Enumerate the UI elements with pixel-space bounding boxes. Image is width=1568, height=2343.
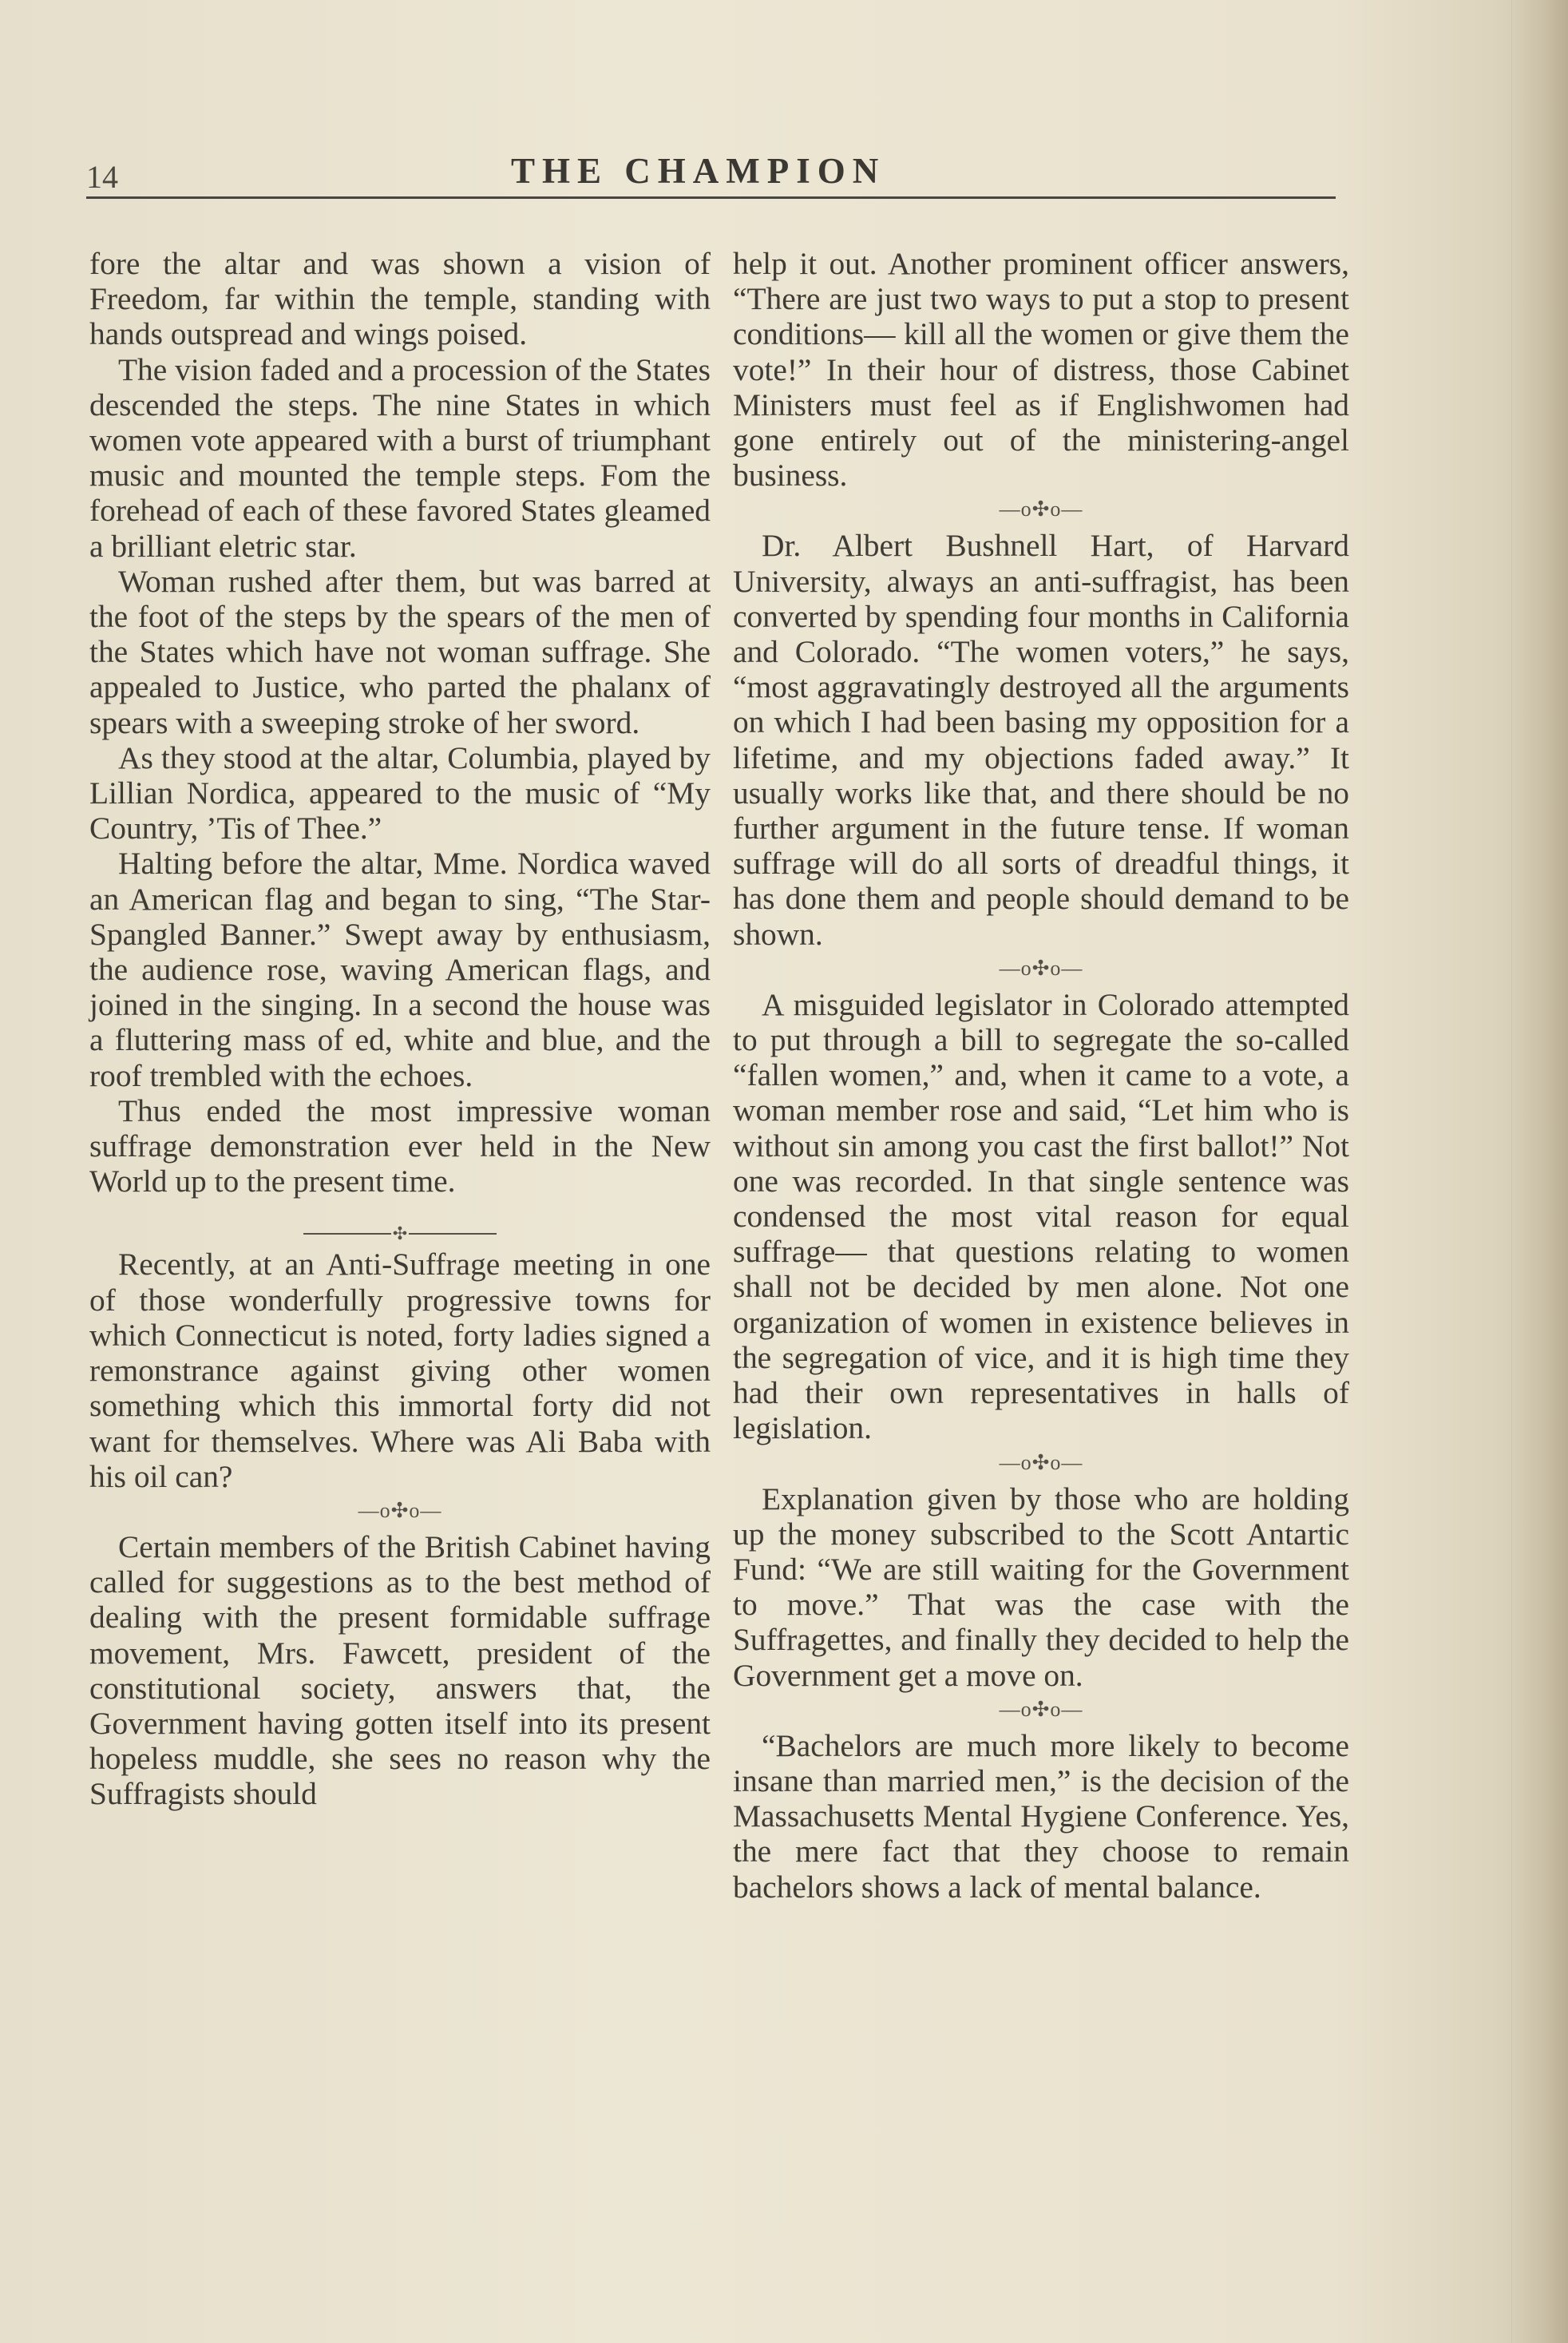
paragraph: fore the altar and was shown a vision of Freedom, far within the temple, standing with hands outspread and wings poised. — [89, 246, 711, 352]
divider-line — [303, 1233, 391, 1235]
left-column — [89, 246, 711, 1812]
paragraph: Thus ended the most impressive woman suffrage demonstration ever held in the New World up to the present time. — [89, 1092, 711, 1199]
page-number: 14 — [86, 159, 118, 195]
paragraph: The vision faded and a procession of the States descended the steps. The nine States in which women vote appeared with a burst of triumphant music and mounted the temple steps. Fom the forehead of each of these favored States gleamed a brilliant eletric star. — [89, 351, 711, 564]
section-ornament: —o✣o— — [999, 1697, 1083, 1721]
section-ornament: —o✣o— — [358, 1498, 442, 1522]
paragraph: “Bachelors are much more likely to become insane than married men,” is the decision of the Massachusetts Mental Hygiene Conference. Yes, the mere fact that they choose to remain bachelors shows a lack of mental balance. — [733, 1727, 1349, 1905]
paragraph: Woman rushed after them, but was barred at the foot of the steps by the spears of the men of the States which have not woman suffrage. She appealed to Justice, who parted the phalanx of spears with a sweeping stroke of her sword. — [89, 563, 711, 740]
divider-line — [409, 1233, 497, 1235]
binding-spine — [1511, 0, 1568, 2343]
paragraph: Halting before the altar, Mme. Nordica waved an American flag and began to sing, “The Star-Spangled Banner.” Swept away by enthusiasm, the audience rose, waving American flags, and joined in the singing. In a second the house was a fluttering mass of ed, white and blue, and the roof trembled with the echoes. — [89, 846, 711, 1093]
section-ornament: —o✣o— — [999, 1450, 1083, 1474]
paragraph: Dr. Albert Bushnell Hart, of Harvard University, always an anti-suffragist, has been converted by spending four months in California and Colorado. “The women voters,” he says, “most aggravatingly destroyed all the arguments on which I had been basing my opposition for a lifetime, and my objections faded away.” It usually works like that, and there should be no further argument in the future tense. If woman suffrage will do all sorts of dreadful things, it has done them and people should demand to be shown. — [733, 528, 1349, 952]
section-ornament: —o✣o— — [999, 956, 1083, 980]
paragraph: Certain members of the British Cabinet having called for suggestions as to the best method of dealing with the present formidable suffrage movement, Mrs. Fawcett, president of the constitutional society, answers that, the Government having gotten itself into its present hopeless muddle, she sees no reason why the Suffragists should — [89, 1528, 711, 1812]
header-rule — [86, 196, 1336, 199]
paragraph: A misguided legislator in Colorado attempted to put through a bill to segregate the so-called “fallen women,” and, when it came to a vote, a woman member rose and said, “Let him who is without sin among you cast the first ballot!” Not one was recorded. In that single sentence was condensed the most vital reason for equal suffrage— that questions relating to women shall not be decided by men alone. Not one organization of women in existence believes in the segregation of vice, and it is high time they had their own representatives in halls of legislation. — [733, 986, 1349, 1446]
right-column — [733, 246, 1349, 1905]
page-header — [86, 150, 1336, 214]
section-ornament: —o✣o— — [999, 498, 1083, 521]
paragraph: Recently, at an Anti-Suffrage meeting in one of those wonderfully progressive towns for which Connecticut is noted, forty ladies signed a remonstrance against giving other women something which this immortal forty did not want for themselves. Where was Ali Baba with his oil can? — [89, 1247, 711, 1494]
paragraph: help it out. Another prominent officer answers, “There are just two ways to put a stop to present conditions— kill all the women or give them the vote!” In their hour of distress, those Cabinet Ministers must feel as if Englishwomen had gone entirely out of the ministering-angel business. — [733, 246, 1349, 494]
paragraph: As they stood at the altar, Columbia, played by Lillian Nordica, appeared to the music of “My Country, ’Tis of Thee.” — [89, 739, 711, 846]
paragraph: Explanation given by those who are holding up the money subscribed to the Scott Antartic Fund: “We are still waiting for the Government to move.” That was the case with the Suffragettes, and finally they decided to help the Government get a move on. — [733, 1481, 1349, 1693]
fleuron-icon: ✣ — [392, 1223, 408, 1244]
section-divider — [89, 1213, 711, 1244]
running-title: THE CHAMPION — [511, 151, 886, 191]
